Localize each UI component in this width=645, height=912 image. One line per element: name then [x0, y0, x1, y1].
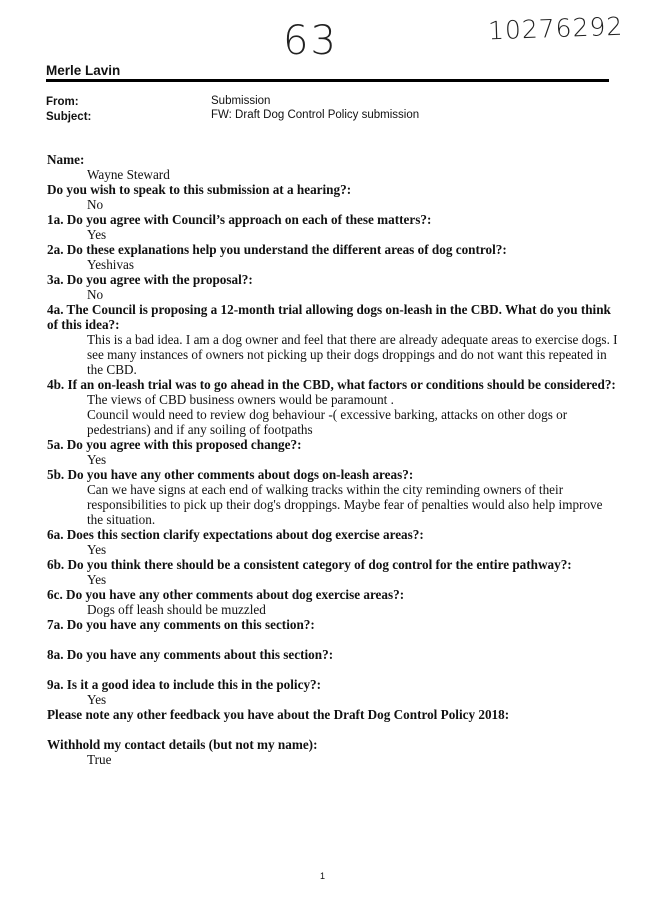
answer-6a: Yes	[87, 542, 107, 557]
subject-label: Subject:	[46, 111, 92, 123]
answer-9a: Yes	[87, 692, 107, 707]
submission-body	[47, 152, 619, 767]
answer-name: Wayne Steward	[87, 167, 170, 182]
question-4a: 4a. The Council is proposing a 12-month trial allowing dogs on-leash in the CBD. What do you think of this idea?:	[47, 302, 611, 332]
answer-hearing: No	[87, 197, 104, 212]
question-4b: 4b. If an on-leash trial was to go ahead in the CBD, what factors or conditions should be considered?:	[47, 377, 616, 392]
question-3a: 3a. Do you agree with the proposal?:	[47, 272, 253, 287]
empty-answer-8a	[47, 662, 619, 677]
from-value: Submission	[211, 95, 271, 107]
empty-answer-feedback	[47, 722, 619, 737]
question-1a: 1a. Do you agree with Council’s approach on each of these matters?:	[47, 212, 432, 227]
answer-5a: Yes	[87, 452, 107, 467]
answer-5b: Can we have signs at each end of walking tracks within the city reminding owners of their responsibilities to pick up their dog's droppings. Maybe fear of penalties would also help improve the situation.	[87, 482, 603, 527]
answer-4b-line-1: The views of CBD business owners would be paramount .	[87, 392, 394, 407]
answer-1a: Yes	[87, 227, 107, 242]
answer-4a: This is a bad idea. I am a dog owner and feel that there are already adequate areas to exercise dogs. I see many instances of owners not picking up their dogs droppings and do not want this repeated in the CBD.	[87, 332, 618, 377]
answer-6b: Yes	[87, 572, 107, 587]
from-label: From:	[46, 96, 79, 108]
answer-6c: Dogs off leash should be muzzled	[87, 602, 266, 617]
question-6c: 6c. Do you have any other comments about dog exercise areas?:	[47, 587, 405, 602]
handwritten-reference-number: 10276292	[487, 11, 624, 46]
answer-3a: No	[87, 287, 104, 302]
question-6b: 6b. Do you think there should be a consistent category of dog control for the entire pathway?:	[47, 557, 572, 572]
empty-answer-7a	[47, 632, 619, 647]
answer-4b-line-2: Council would need to review dog behaviour -( excessive barking, attacks on other dogs or pedestrians) and if any soiling of footpaths	[87, 407, 568, 437]
question-withhold: Withhold my contact details (but not my name):	[47, 737, 318, 752]
answer-withhold: True	[87, 752, 112, 767]
question-9a: 9a. Is it a good idea to include this in the policy?:	[47, 677, 322, 692]
question-hearing: Do you wish to speak to this submission at a hearing?:	[47, 182, 352, 197]
question-5b: 5b. Do you have any other comments about dogs on-leash areas?:	[47, 467, 414, 482]
question-6a: 6a. Does this section clarify expectations about dog exercise areas?:	[47, 527, 424, 542]
question-feedback: Please note any other feedback you have about the Draft Dog Control Policy 2018:	[47, 707, 510, 722]
question-7a: 7a. Do you have any comments on this section?:	[47, 617, 315, 632]
page-number: 1	[319, 871, 325, 881]
handwritten-page-number: 63	[283, 18, 338, 64]
question-8a: 8a. Do you have any comments about this section?:	[47, 647, 334, 662]
answer-2a: Yeshivas	[87, 257, 135, 272]
question-name: Name:	[47, 152, 85, 167]
mailbox-owner-name: Merle Lavin	[46, 63, 121, 78]
header-rule	[46, 79, 609, 82]
question-5a: 5a. Do you agree with this proposed change?:	[47, 437, 302, 452]
subject-value: FW: Draft Dog Control Policy submission	[211, 109, 420, 121]
question-2a: 2a. Do these explanations help you understand the different areas of dog control?:	[47, 242, 507, 257]
